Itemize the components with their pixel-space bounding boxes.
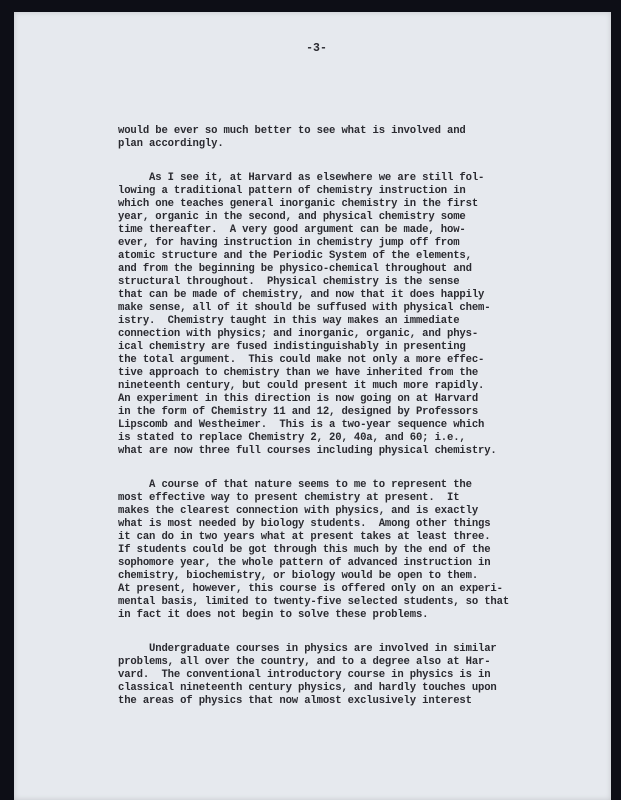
text-line: the areas of physics that now almost exclusively interest — [118, 695, 472, 707]
text-line: most effective way to present chemistry at present. It — [118, 492, 460, 504]
text-line: A course of that nature seems to me to represent the — [118, 479, 472, 491]
text-line: is stated to replace Chemistry 2, 20, 40a, and 60; i.e., — [118, 432, 466, 444]
text-line: tive approach to chemistry than we have inherited from the — [118, 367, 479, 379]
text-line: makes the clearest connection with physics, and is exactly — [118, 505, 479, 517]
document-page — [14, 12, 611, 800]
text-line: An experiment in this direction is now going on at Harvard — [118, 393, 479, 405]
text-line: plan accordingly. — [118, 138, 224, 150]
text-line: If students could be got through this much by the end of the — [118, 544, 491, 556]
text-line: mental basis, limited to twenty-five selected students, so that — [118, 596, 510, 608]
text-line: classical nineteenth century physics, and hardly touches upon — [118, 682, 497, 694]
text-line: ical chemistry are fused indistinguishably in presenting — [118, 341, 466, 353]
paragraph-3 — [118, 479, 568, 622]
text-line: and from the beginning be physico-chemical throughout and — [118, 263, 472, 275]
text-line: ever, for having instruction in chemistry jump off from — [118, 237, 460, 249]
paragraph-1 — [118, 125, 568, 151]
text-line: problems, all over the country, and to a degree also at Har- — [118, 656, 491, 668]
page-number: -3- — [306, 42, 327, 55]
text-line: chemistry, biochemistry, or biology would be open to them. — [118, 570, 479, 582]
text-line: structural throughout. Physical chemistry is the sense — [118, 276, 460, 288]
text-line: that can be made of chemistry, and now that it does happily — [118, 289, 485, 301]
text-line: what is most needed by biology students. Among other things — [118, 518, 491, 530]
text-line: the total argument. This could make not only a more effec- — [118, 354, 485, 366]
text-line: would be ever so much better to see what is involved and — [118, 125, 466, 137]
text-line: Undergraduate courses in physics are involved in similar — [118, 643, 497, 655]
text-line: As I see it, at Harvard as elsewhere we are still fol- — [118, 172, 485, 184]
body-text — [118, 125, 568, 729]
text-line: year, organic in the second, and physical chemistry some — [118, 211, 466, 223]
text-line: istry. Chemistry taught in this way makes an immediate — [118, 315, 460, 327]
paragraph-4 — [118, 643, 568, 708]
text-line: atomic structure and the Periodic System of the elements, — [118, 250, 472, 262]
text-line: Lipscomb and Westheimer. This is a two-year sequence which — [118, 419, 485, 431]
text-line: vard. The conventional introductory course in physics is in — [118, 669, 491, 681]
text-line: it can do in two years what at present takes at least three. — [118, 531, 491, 543]
text-line: nineteenth century, but could present it much more rapidly. — [118, 380, 485, 392]
text-line: lowing a traditional pattern of chemistry instruction in — [118, 185, 466, 197]
text-line: which one teaches general inorganic chemistry in the first — [118, 198, 479, 210]
text-line: connection with physics; and inorganic, organic, and phys- — [118, 328, 479, 340]
text-line: in the form of Chemistry 11 and 12, designed by Professors — [118, 406, 479, 418]
text-line: in fact it does not begin to solve these problems. — [118, 609, 429, 621]
text-line: what are now three full courses including physical chemistry. — [118, 445, 497, 457]
text-line: At present, however, this course is offered only on an experi- — [118, 583, 503, 595]
text-line: sophomore year, the whole pattern of advanced instruction in — [118, 557, 491, 569]
text-line: make sense, all of it should be suffused with physical chem- — [118, 302, 491, 314]
text-line: time thereafter. A very good argument can be made, how- — [118, 224, 466, 236]
paragraph-2 — [118, 172, 568, 458]
